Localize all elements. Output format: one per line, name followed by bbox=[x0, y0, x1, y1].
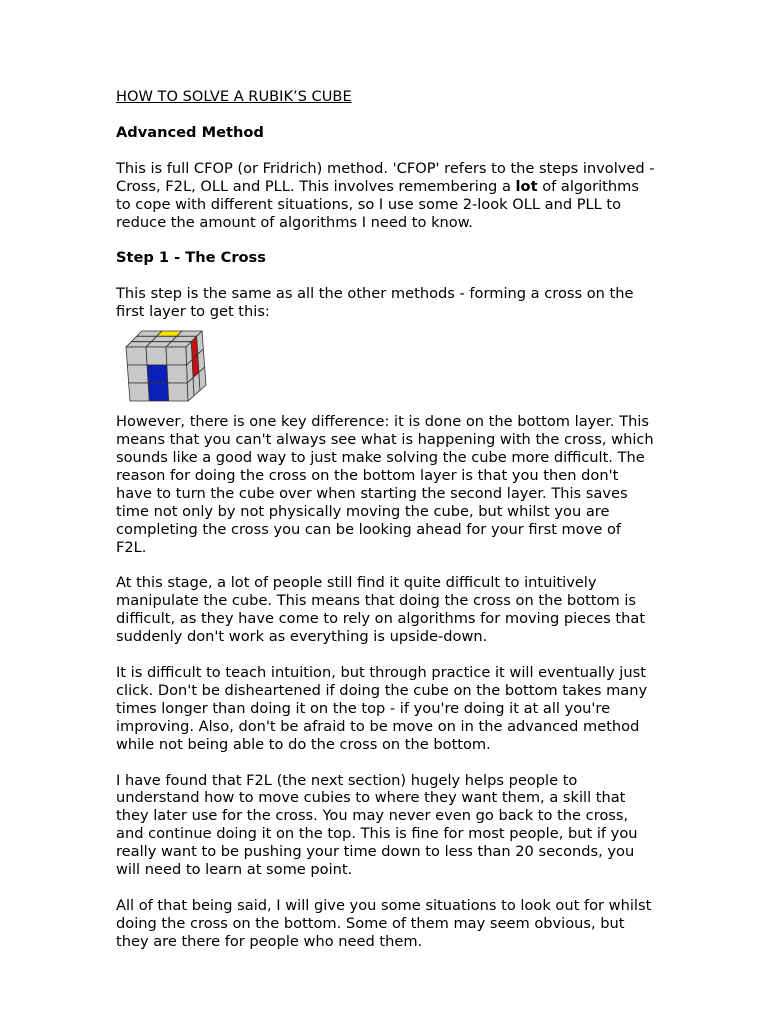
intro-paragraph bbox=[116, 160, 656, 232]
front-face-sticker bbox=[147, 365, 168, 383]
front-face-sticker bbox=[168, 383, 188, 401]
front-face-sticker bbox=[126, 347, 147, 365]
front-face-sticker bbox=[166, 347, 187, 365]
intro-text-end: of algorithms to cope with different situations, so I use some 2-look OLL and PLL to reduce the amount of algorithms I need to know. bbox=[116, 177, 639, 231]
paragraph-key-difference: However, there is one key difference: it is done on the bottom layer. This means that you can't always see what is happening with the cross, which sounds like a good way to just make solving the cube more difficult. The reason for doing the cross on the bottom layer is that you then don't have to turn the cube over when starting the second layer. This saves time not only by not physically moving the cube, but whilst you are completing the cross you can be looking ahead for your first move of F2L. bbox=[116, 413, 654, 556]
front-face-sticker bbox=[129, 383, 150, 401]
rubiks-cube-image bbox=[120, 325, 220, 403]
front-face-sticker bbox=[167, 365, 187, 383]
section-heading-advanced-method: Advanced Method bbox=[116, 123, 264, 141]
paragraph-f2l-helps: I have found that F2L (the next section) hugely helps people to understand how to move cubies to where they want them, a skill that they later use for the cross. You may never even go back to the cross, and continue doing it on the top. This is fine for most people, but if you really want to be pushing your time down to less than 20 seconds, you will need to learn at some point. bbox=[116, 771, 638, 879]
intro-text-start: This is full CFOP (or Fridrich) method. 'CFOP' refers to the steps involved - Cross, F2L, OLL and PLL. This involves remembering a bbox=[116, 159, 655, 195]
document-title: HOW TO SOLVE A RUBIK’S CUBE bbox=[116, 88, 352, 105]
front-face-sticker bbox=[127, 365, 148, 383]
cube-illustration bbox=[120, 325, 220, 403]
document-page bbox=[116, 88, 656, 969]
front-face-sticker bbox=[146, 347, 167, 365]
step1-heading: Step 1 - The Cross bbox=[116, 249, 266, 267]
paragraph-intuition-stage: At this stage, a lot of people still find it quite difficult to intuitively manipulate the cube. This means that doing the cross on the bottom is difficult, as they have come to rely on algorithms for moving pieces that suddenly don't work as everything is upside-down. bbox=[116, 574, 646, 646]
intro-bold-word: lot bbox=[515, 177, 538, 195]
front-face-sticker bbox=[148, 383, 168, 401]
paragraph-teach-intuition: It is difficult to teach intuition, but through practice it will eventually just click. Don't be disheartened if doing the cube on the bottom takes many times longer than doing it on the top - if you're doing it at all you're improving. Also, don't be afraid to be move on in the advanced method while not being able to do the cross on the bottom. bbox=[116, 664, 648, 753]
step1-intro-paragraph: This step is the same as all the other methods - forming a cross on the first layer to get this: bbox=[116, 285, 634, 321]
paragraph-situations: All of that being said, I will give you some situations to look out for whilst doing the cross on the bottom. Some of them may seem obvious, but they are there for people who need them. bbox=[116, 897, 652, 950]
